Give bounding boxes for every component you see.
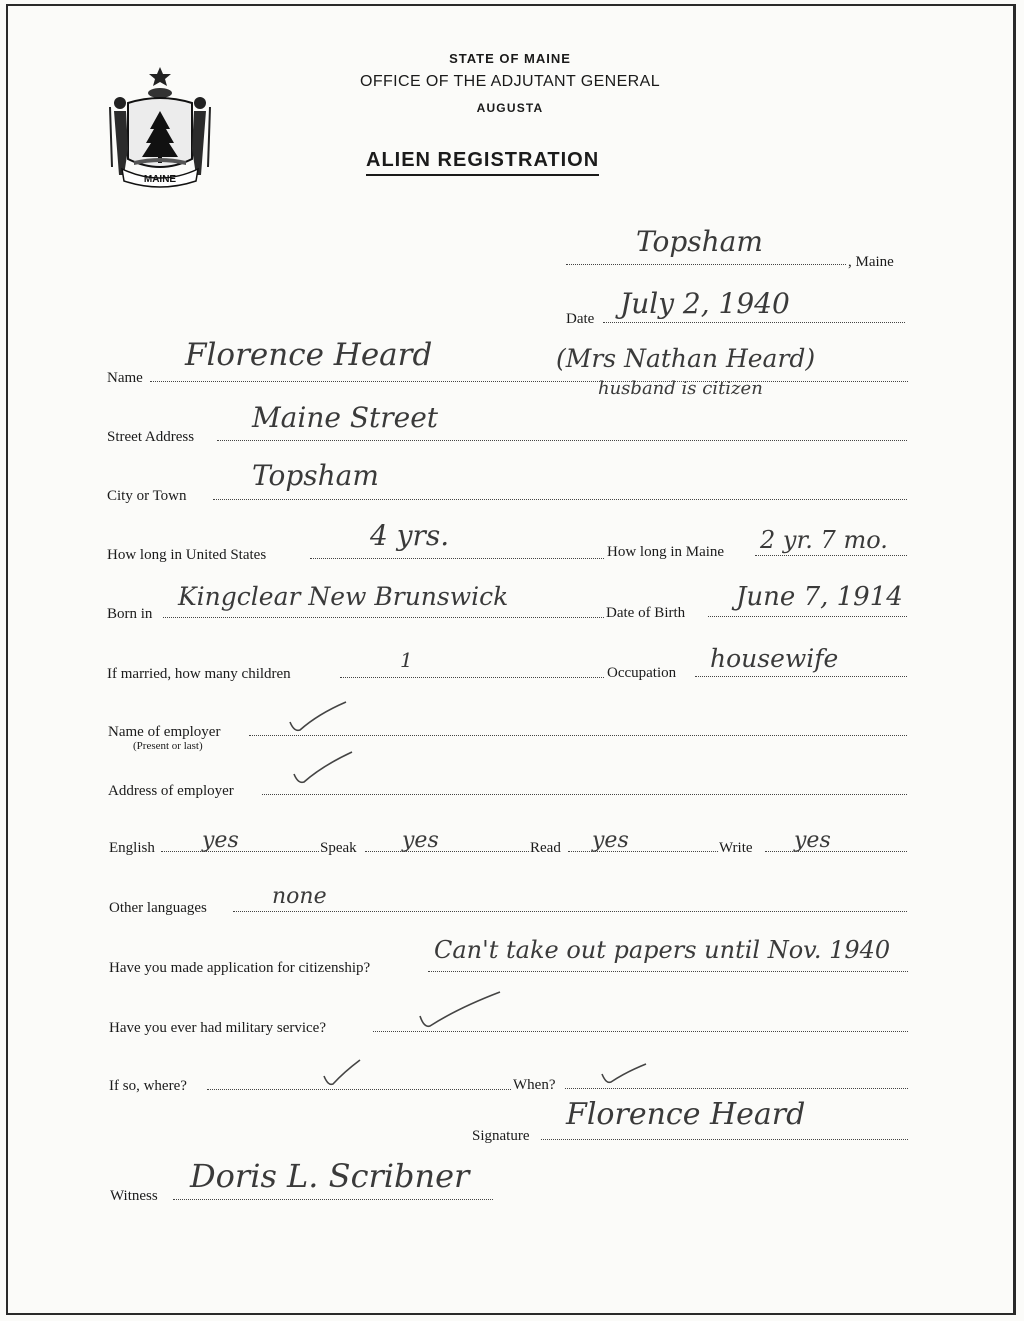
employer-label: Name of employer [108, 724, 221, 740]
name-note2-entry: husband is citizen [598, 378, 763, 399]
city-entry: Topsham [252, 459, 379, 492]
city-label: City or Town [107, 488, 187, 504]
employer-check-mark-icon [288, 700, 348, 734]
city-line [213, 499, 907, 500]
employer-address-label: Address of employer [108, 783, 234, 799]
maine-duration-line [755, 555, 907, 556]
name-label: Name [107, 370, 143, 386]
town-line [566, 264, 846, 265]
when-label: When? [513, 1077, 556, 1093]
read-entry: yes [592, 828, 629, 853]
employer-note: (Present or last) [133, 740, 203, 752]
military-label: Have you ever had military service? [109, 1020, 326, 1036]
write-line [765, 851, 907, 852]
other-languages-label: Other languages [109, 900, 207, 916]
speak-entry: yes [402, 828, 439, 853]
write-label: Write [719, 840, 753, 856]
us-duration-label: How long in United States [107, 547, 267, 563]
where-label: If so, where? [109, 1078, 187, 1094]
other-languages-entry: none [272, 884, 327, 909]
city-heading: AUGUSTA [476, 101, 544, 115]
date-line [603, 322, 905, 323]
write-entry: yes [794, 828, 831, 853]
english-label: English [109, 840, 155, 856]
street-address-line [217, 440, 907, 441]
name-entry: Florence Heard [185, 337, 433, 373]
english-line [161, 851, 319, 852]
children-label: If married, how many children [107, 666, 291, 682]
signature-label: Signature [472, 1128, 530, 1144]
office-heading: OFFICE OF THE ADJUTANT GENERAL [359, 73, 661, 90]
witness-line [173, 1199, 493, 1200]
us-duration-line [310, 558, 604, 559]
maine-duration-entry: 2 yr. 7 mo. [760, 526, 888, 554]
born-in-line [163, 617, 604, 618]
name-note-entry: (Mrs Nathan Heard) [556, 344, 816, 373]
when-check-mark-icon [600, 1060, 648, 1086]
town-entry: Topsham [636, 225, 763, 258]
maine-state-seal-icon [106, 63, 214, 189]
speak-line [365, 851, 529, 852]
us-duration-entry: 4 yrs. [370, 519, 450, 552]
name-line [150, 381, 908, 382]
street-address-label: Street Address [107, 429, 195, 445]
date-label: Date [566, 311, 595, 327]
born-in-label: Born in [107, 606, 153, 622]
occupation-label: Occupation [607, 665, 677, 681]
date-of-birth-entry: June 7, 1914 [736, 582, 903, 612]
signature-line [541, 1139, 908, 1140]
employer-line [249, 735, 907, 736]
military-check-mark-icon [418, 990, 502, 1030]
citizenship-line [428, 971, 908, 972]
occupation-entry: housewife [710, 644, 839, 673]
born-in-entry: Kingclear New Brunswick [178, 582, 509, 611]
other-languages-line [233, 911, 907, 912]
when-line [565, 1088, 908, 1089]
date-of-birth-line [708, 616, 907, 617]
street-address-entry: Maine Street [252, 401, 439, 434]
form-title: ALIEN REGISTRATION [366, 148, 599, 176]
children-line [340, 677, 604, 678]
children-entry: 1 [400, 648, 413, 672]
employer-address-check-mark-icon [292, 750, 354, 786]
citizenship-label: Have you made application for citizenship? [109, 960, 371, 976]
date-entry: July 2, 1940 [620, 287, 790, 320]
town-suffix-label: , Maine [848, 254, 894, 270]
form-border [6, 4, 1016, 1315]
citizenship-entry: Can't take out papers until Nov. 1940 [434, 936, 891, 964]
speak-label: Speak [320, 840, 357, 856]
where-check-mark-icon [322, 1058, 362, 1088]
where-line [207, 1089, 511, 1090]
english-entry: yes [202, 828, 239, 853]
witness-entry: Doris L. Scribner [190, 1157, 470, 1195]
occupation-line [695, 676, 907, 677]
date-of-birth-label: Date of Birth [606, 605, 686, 621]
read-line [568, 851, 718, 852]
signature-entry: Florence Heard [566, 1097, 806, 1132]
svg-text:MAINE: MAINE [143, 174, 177, 185]
military-line [373, 1031, 908, 1032]
read-label: Read [530, 840, 561, 856]
state-heading: STATE OF MAINE [449, 51, 571, 66]
maine-duration-label: How long in Maine [607, 544, 725, 560]
witness-label: Witness [110, 1188, 158, 1204]
employer-address-line [262, 794, 907, 795]
